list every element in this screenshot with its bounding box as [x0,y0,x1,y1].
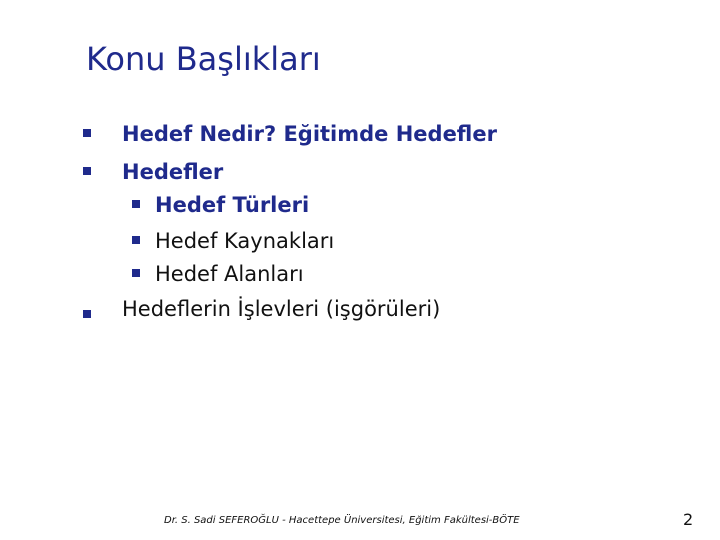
square-bullet-icon [83,129,91,137]
list-item-label: Hedef Türleri [155,193,310,217]
list-item-label: Hedef Alanları [155,262,304,286]
list-item-label: Hedeflerin İşlevleri (işgörüleri) [122,297,441,321]
list-item [0,157,720,187]
list-item [0,294,720,324]
square-bullet-icon [132,200,140,208]
square-bullet-icon [83,167,91,175]
page-number: 2 [683,510,694,529]
list-item-label: Hedefler [122,160,224,184]
square-bullet-icon [132,236,140,244]
list-item [0,119,720,149]
list-item [0,190,720,220]
list-item-label: Hedef Nedir? Eğitimde Hedefler [122,122,497,146]
square-bullet-icon [83,310,91,318]
footer-text: Dr. S. Sadi SEFEROĞLU - Hacettepe Üniversitesi, Eğitim Fakültesi-BÖTE [164,515,520,526]
list-item [0,226,720,256]
list-item [0,259,720,289]
list-item-label: Hedef Kaynakları [155,229,335,253]
square-bullet-icon [132,269,140,277]
slide-title: Konu Başlıkları [86,40,321,78]
